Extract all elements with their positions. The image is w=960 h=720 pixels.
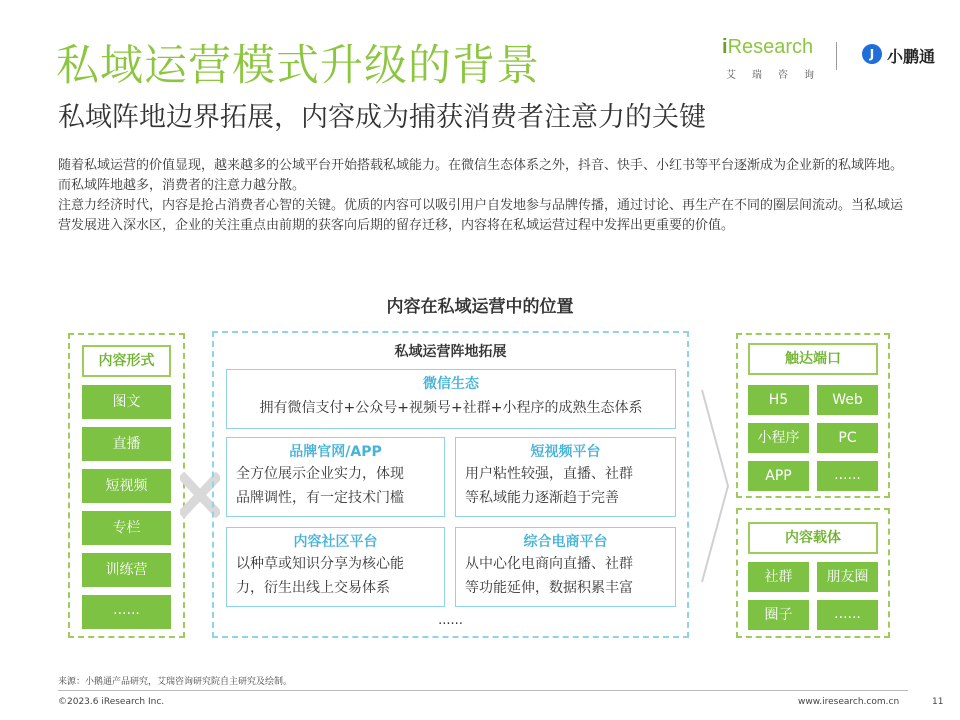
- page-number: 11: [932, 697, 944, 707]
- content-form-item: 专栏: [82, 511, 171, 545]
- more-platforms-ellipsis: ......: [438, 613, 463, 628]
- pengpeng-icon: J: [862, 44, 882, 64]
- carrier-item: 圈子: [748, 600, 809, 630]
- chevron-right-icon: [700, 388, 730, 584]
- carrier-item: ......: [817, 600, 878, 630]
- brand-title: 品牌官网/APP: [289, 444, 382, 460]
- page-title: 私域运营模式升级的背景: [56, 41, 540, 91]
- wechat-ecosystem-box: [226, 369, 676, 429]
- carrier-item: 朋友圈: [817, 562, 878, 592]
- content-form-item: ......: [82, 595, 171, 629]
- logo-divider: [836, 42, 837, 70]
- carrier-item: 社群: [748, 562, 809, 592]
- content-community-box: 内容社区平台 以种草或知识分享为核心能 力，衍生出线上交易体系: [226, 527, 445, 607]
- touchpoint-item: 小程序: [748, 423, 809, 453]
- ecommerce-box: 综合电商平台 从中心化电商向直播、社群 等功能延伸，数据积累丰富: [455, 527, 676, 607]
- touchpoint-item: PC: [817, 423, 878, 453]
- community-title: 内容社区平台: [293, 534, 378, 550]
- source-note: 来源：小鹅通产品研究，艾瑞咨询研究院自主研究及绘制。: [58, 677, 293, 687]
- content-carrier-heading: 内容载体: [748, 522, 878, 554]
- touchpoint-item: ......: [817, 461, 878, 491]
- short-video-box: 短视频平台 用户粘性较强，直播、社群 等私域能力逐渐趋于完善: [455, 437, 676, 517]
- copyright: ©2023.6 iResearch Inc.: [58, 697, 165, 707]
- intro-paragraph-2: 注意力经济时代，内容是抢占消费者心智的关键。优质的内容可以吸引用户自发地参与品牌传播，通过讨论、再生产在不同的圈层间流动。当私域运营发展进入深水区，企业的关注重点由前期的获客向后期的留存迁移，内容将在私域运营过程中发挥出更重要的价值。: [58, 198, 904, 233]
- touchpoint-item: H5: [748, 385, 809, 415]
- content-carrier-panel: [736, 508, 890, 638]
- content-form-item: 训练营: [82, 553, 171, 587]
- footer-divider: [58, 690, 908, 691]
- diagram-title: 内容在私域运营中的位置: [386, 297, 574, 317]
- touchpoint-item: Web: [817, 385, 878, 415]
- expansion-heading: 私域运营阵地拓展: [394, 344, 507, 360]
- touchpoint-panel: [736, 333, 890, 498]
- content-form-item: 短视频: [82, 469, 171, 503]
- content-form-item: 图文: [82, 385, 171, 419]
- touchpoint-heading: 触达端口: [748, 343, 878, 375]
- short-video-title: 短视频平台: [530, 444, 601, 460]
- iresearch-logo: iResearch 艾瑞咨询: [722, 36, 830, 81]
- private-domain-expansion-panel: [212, 331, 689, 638]
- content-form-panel: [68, 333, 185, 638]
- website-link[interactable]: www.iresearch.com.cn: [798, 697, 900, 707]
- brand-site-box: 品牌官网/APP 全方位展示企业实力，体现 品牌调性，有一定技术门槛: [226, 437, 445, 517]
- touchpoint-item: APP: [748, 461, 809, 491]
- wechat-title: 微信生态: [423, 376, 479, 392]
- intro-paragraph-1: 随着私域运营的价值显现，越来越多的公域平台开始搭载私域能力。在微信生态体系之外，抖音、快手、小红书等平台逐渐成为企业新的私域阵地。而私域阵地越多，消费者的注意力越分散。: [58, 158, 904, 193]
- wechat-desc: 拥有微信支付+公众号+视频号+社群+小程序的成熟生态体系: [259, 400, 643, 416]
- ecommerce-title: 综合电商平台: [523, 534, 608, 550]
- content-form-item: 直播: [82, 427, 171, 461]
- content-form-heading: 内容形式: [82, 345, 171, 377]
- page-subtitle: 私域阵地边界拓展，内容成为捕获消费者注意力的关键: [58, 102, 706, 133]
